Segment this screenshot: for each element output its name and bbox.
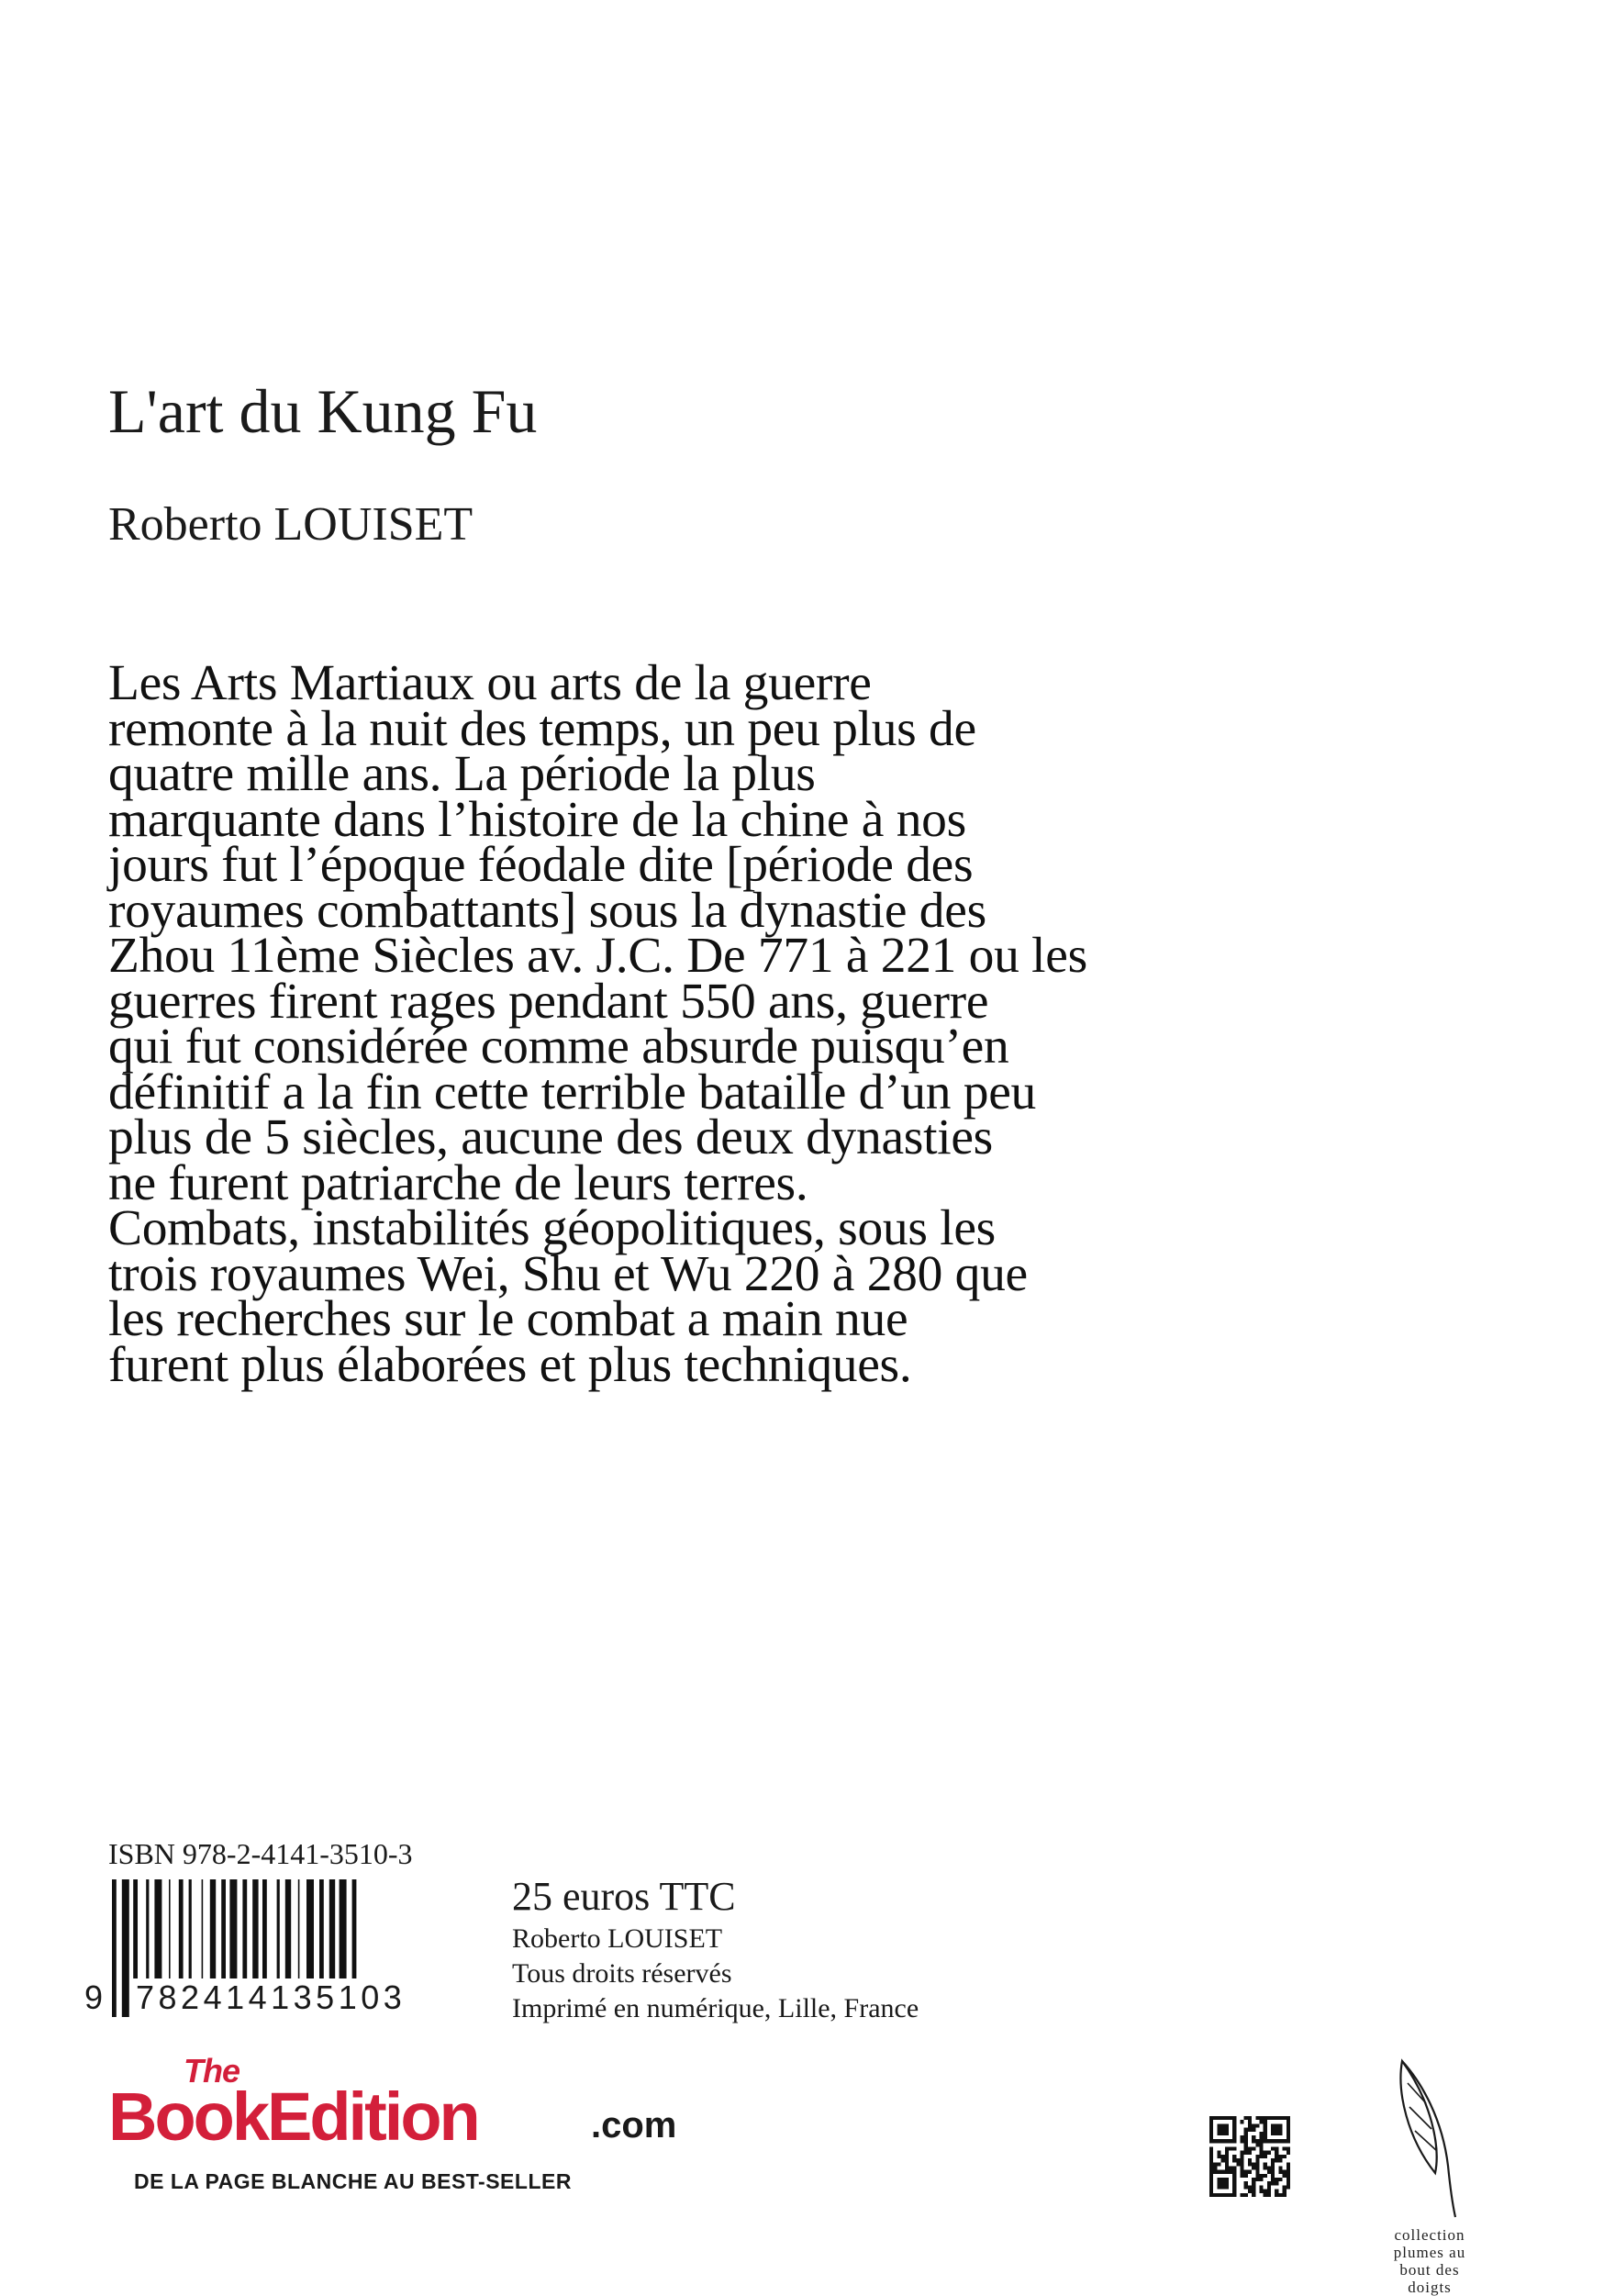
rights-notice: Tous droits réservés bbox=[512, 1958, 732, 1989]
collection-line: plumes au bbox=[1393, 2244, 1466, 2261]
blurb-line: marquante dans l’histoire de la chine à nos bbox=[108, 791, 966, 848]
price: 25 euros TTC bbox=[512, 1874, 736, 1919]
blurb-line: remonte à la nuit des temps, un peu plus de bbox=[108, 700, 976, 757]
blurb-line: plus de 5 siècles, aucune des deux dynasties bbox=[108, 1109, 993, 1165]
barcode-digits: 782414135103 bbox=[132, 1978, 409, 2017]
book-author: Roberto LOUISET bbox=[108, 498, 473, 551]
book-title: L'art du Kung Fu bbox=[108, 376, 538, 446]
printing-notice: Imprimé en numérique, Lille, France bbox=[512, 1993, 919, 2023]
collection-emblem bbox=[1375, 2056, 1485, 2296]
blurb-line: Zhou 11ème Siècles av. J.C. De 771 à 221 ou les bbox=[108, 928, 1087, 984]
collection-line: collection bbox=[1394, 2226, 1465, 2244]
blurb-line: quatre mille ans. La période la plus bbox=[108, 746, 816, 802]
blurb-line: furent plus élaborées et plus techniques. bbox=[108, 1336, 912, 1393]
back-cover-blurb bbox=[108, 655, 1292, 1393]
collection-line: doigts bbox=[1408, 2279, 1452, 2296]
blurb-line: jours fut l’époque féodale dite [période des bbox=[108, 837, 974, 893]
logo-the: The bbox=[184, 2052, 240, 2090]
publisher-logo bbox=[108, 2052, 677, 2199]
imprint-author: Roberto LOUISET bbox=[512, 1923, 723, 1954]
logo-domain: .com bbox=[591, 2105, 677, 2146]
isbn-barcode bbox=[84, 1879, 451, 2017]
blurb-line: royaumes combattants] sous la dynastie des bbox=[108, 882, 986, 939]
blurb-line: Combats, instabilités géopolitiques, sous les bbox=[108, 1200, 996, 1256]
isbn-label: ISBN 978-2-4141-3510-3 bbox=[108, 1837, 413, 1870]
blurb-line: qui fut considérée comme absurde puisqu’en bbox=[108, 1019, 1009, 1075]
blurb-line: les recherches sur le combat a main nue bbox=[108, 1291, 908, 1347]
collection-name bbox=[1375, 2226, 1485, 2296]
imprint-block bbox=[512, 1872, 919, 2026]
blurb-line: ne furent patriarche de leurs terres. bbox=[108, 1154, 808, 1211]
blurb-line: définitif a la fin cette terrible bataille d’un peu bbox=[108, 1064, 1036, 1120]
logo-tagline: DE LA PAGE BLANCHE AU BEST-SELLER bbox=[134, 2169, 572, 2193]
logo-name: BookEdition bbox=[108, 2079, 478, 2155]
blurb-line: guerres firent rages pendant 550 ans, guerre bbox=[108, 973, 989, 1030]
feather-quill-icon bbox=[1395, 2056, 1468, 2221]
qr-code-icon bbox=[1209, 2116, 1290, 2197]
blurb-line: Les Arts Martiaux ou arts de la guerre bbox=[108, 655, 872, 711]
barcode-first-digit: 9 bbox=[84, 1978, 104, 2016]
blurb-line: trois royaumes Wei, Shu et Wu 220 à 280 que bbox=[108, 1245, 1028, 1302]
collection-line: bout des bbox=[1399, 2261, 1460, 2279]
